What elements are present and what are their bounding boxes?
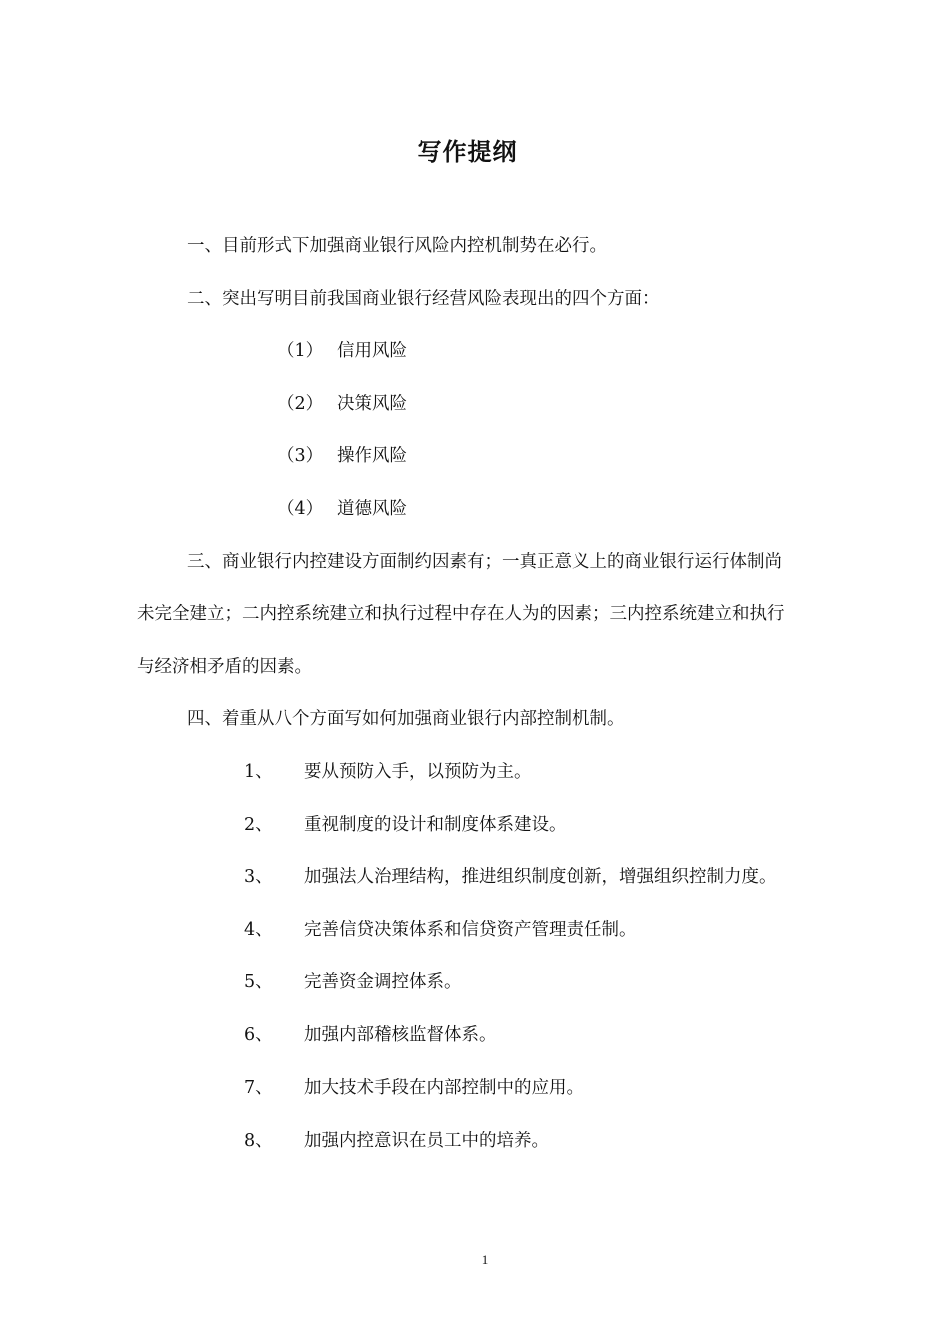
list-item-number: （1） [277,341,324,361]
list-item-text: 完善信贷决策体系和信贷资产管理责任制。 [304,920,637,940]
list-item-text: 加强法人治理结构，推进组织制度创新，增强组织控制力度。 [304,867,777,887]
list-item-risk [277,494,407,524]
list-item-number: 3、 [244,867,273,887]
list-item-risk [277,336,407,366]
list-item-text: 道德风险 [337,499,407,519]
section-three-line-3: 与经济相矛盾的因素。 [137,657,312,677]
list-item-number: 5、 [244,972,273,992]
list-item-text: 加大技术手段在内部控制中的应用。 [304,1078,584,1098]
list-item-measure [244,1020,497,1050]
page-number: 1 [481,1252,489,1267]
list-item-number: 2、 [244,815,273,835]
list-item-number: 6、 [244,1025,273,1045]
list-item-number: （3） [277,446,324,466]
list-item-number: 1、 [244,762,273,782]
list-item-measure [244,1073,584,1103]
list-item-text: 决策风险 [337,394,407,414]
list-item-text: 信用风险 [337,341,407,361]
list-item-text: 完善资金调控体系。 [304,972,462,992]
list-item-number: 4、 [244,920,273,940]
section-three-line-2: 未完全建立；二内控系统建立和执行过程中存在人为的因素；三内控系统建立和执行 [137,604,785,624]
list-item-risk [277,389,407,419]
list-item-measure [244,862,777,892]
list-item-number: 7、 [244,1078,273,1098]
list-item-text: 要从预防入手，以预防为主。 [304,762,532,782]
list-item-number: （4） [277,499,324,519]
section-three-line-1: 三、商业银行内控建设方面制约因素有；一真正意义上的商业银行运行体制尚 [187,552,782,572]
section-two: 二、突出写明目前我国商业银行经营风险表现出的四个方面： [187,289,660,309]
section-one: 一、目前形式下加强商业银行风险内控机制势在必行。 [187,236,607,256]
list-item-risk [277,441,407,471]
list-item-text: 重视制度的设计和制度体系建设。 [304,815,567,835]
list-item-measure [244,810,567,840]
list-item-number: （2） [277,394,324,414]
list-item-measure [244,915,637,945]
list-item-text: 加强内控意识在员工中的培养。 [304,1131,549,1151]
list-item-measure [244,757,532,787]
list-item-text: 加强内部稽核监督体系。 [304,1025,497,1045]
list-item-number: 8、 [244,1131,273,1151]
section-four: 四、着重从八个方面写如何加强商业银行内部控制机制。 [187,709,625,729]
list-item-text: 操作风险 [337,446,407,466]
list-item-measure [244,967,462,997]
list-item-measure [244,1126,549,1156]
page-title: 写作提纲 [417,138,518,166]
